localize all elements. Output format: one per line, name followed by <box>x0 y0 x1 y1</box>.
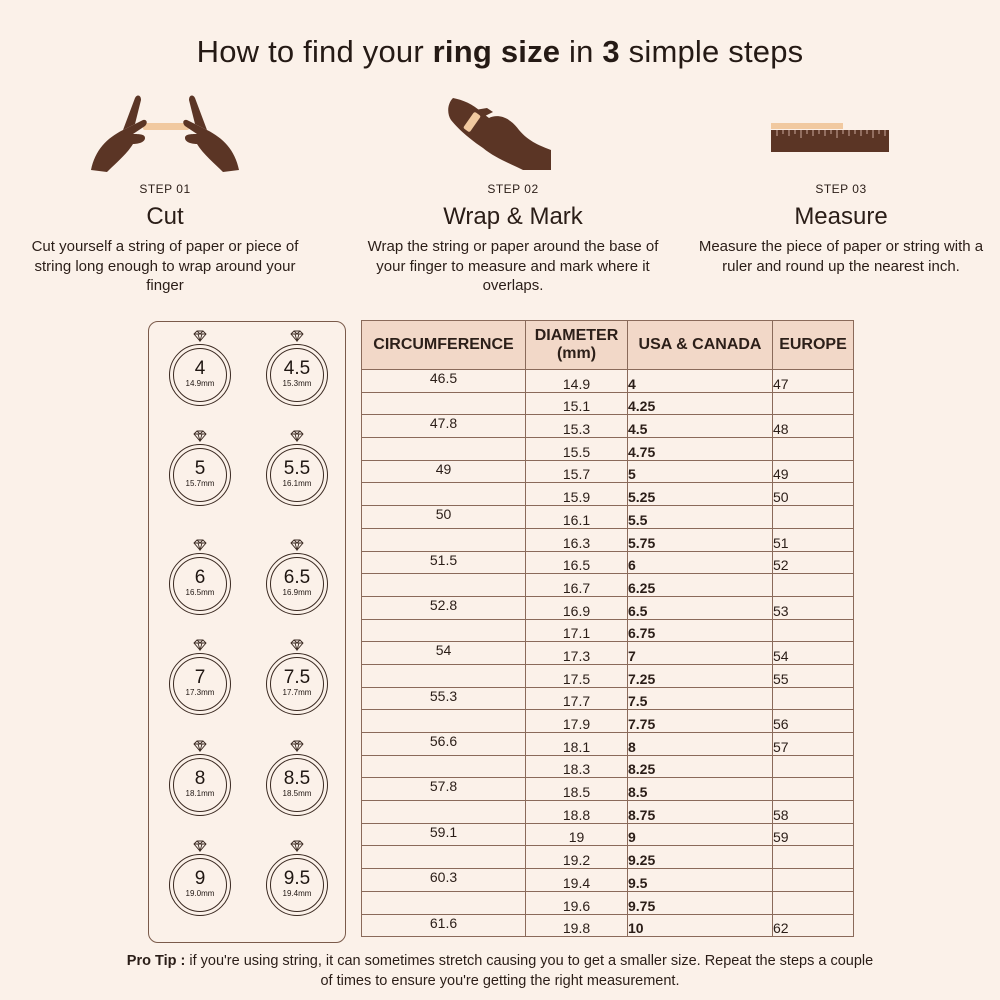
table-row <box>362 710 854 733</box>
cell-circumference: 61.6 <box>362 914 526 937</box>
cell-circumference <box>362 619 526 642</box>
ring-diameter-label: 17.7mm <box>282 688 312 697</box>
cell-circumference: 56.6 <box>362 733 526 756</box>
step-measure <box>691 90 991 276</box>
table-row <box>362 846 854 869</box>
header-diameter: DIAMETER (mm) <box>526 321 628 370</box>
table-row <box>362 596 854 619</box>
cell-circumference: 57.8 <box>362 778 526 801</box>
cell-usa-canada: 5.25 <box>628 483 773 506</box>
cell-usa-canada: 6.25 <box>628 574 773 597</box>
cell-circumference <box>362 528 526 551</box>
ring-size-label: 7.5 <box>283 667 311 688</box>
cell-europe <box>773 392 854 415</box>
cell-diameter: 17.9 <box>526 710 628 733</box>
diamond-icon <box>290 840 304 852</box>
cell-usa-canada: 6 <box>628 551 773 574</box>
ring-size-4 <box>165 330 235 406</box>
step-number: STEP 02 <box>487 182 539 196</box>
cell-europe: 57 <box>773 733 854 756</box>
cell-circumference: 55.3 <box>362 687 526 710</box>
cell-europe: 55 <box>773 664 854 687</box>
cell-circumference <box>362 755 526 778</box>
cell-diameter: 18.1 <box>526 733 628 756</box>
step-description: Wrap the string or paper around the base of your finger to measure and mark where it overlaps. <box>367 238 659 294</box>
diamond-icon <box>193 639 207 651</box>
cell-usa-canada: 4 <box>628 370 773 393</box>
ring-size-table <box>361 320 854 937</box>
step-description: Cut yourself a string of paper or piece of string long enough to wrap around your finger <box>31 238 299 294</box>
cell-europe: 53 <box>773 596 854 619</box>
cell-diameter: 17.3 <box>526 642 628 665</box>
ring-size-5.5 <box>262 430 332 506</box>
table-row <box>362 392 854 415</box>
cell-circumference: 54 <box>362 642 526 665</box>
cell-europe: 48 <box>773 415 854 438</box>
ring-size-label: 5.5 <box>283 458 311 479</box>
cell-europe <box>773 891 854 914</box>
cell-diameter: 16.1 <box>526 506 628 529</box>
ring-diameter-label: 15.3mm <box>282 379 312 388</box>
cell-europe <box>773 687 854 710</box>
cell-europe <box>773 778 854 801</box>
cell-europe: 56 <box>773 710 854 733</box>
table-row <box>362 506 854 529</box>
ruler-icon <box>691 90 991 180</box>
cell-circumference <box>362 801 526 824</box>
cell-europe <box>773 869 854 892</box>
table-row <box>362 551 854 574</box>
diamond-icon <box>290 539 304 551</box>
cell-europe: 62 <box>773 914 854 937</box>
ring-diameter-label: 16.5mm <box>185 588 215 597</box>
cell-circumference <box>362 846 526 869</box>
table-row <box>362 869 854 892</box>
cell-circumference <box>362 710 526 733</box>
cell-europe: 54 <box>773 642 854 665</box>
ring-size-6.5 <box>262 539 332 615</box>
diamond-icon <box>193 539 207 551</box>
table-row <box>362 687 854 710</box>
cell-diameter: 19.8 <box>526 914 628 937</box>
ring-diameter-label: 18.1mm <box>185 789 215 798</box>
table-row <box>362 619 854 642</box>
cell-circumference <box>362 438 526 461</box>
step-name: Cut <box>146 203 184 230</box>
cell-usa-canada: 8.75 <box>628 801 773 824</box>
table-row <box>362 755 854 778</box>
cell-europe <box>773 506 854 529</box>
ring-size-label: 5 <box>194 458 206 479</box>
ring-size-label: 7 <box>194 667 206 688</box>
table-row <box>362 528 854 551</box>
cell-usa-canada: 9 <box>628 823 773 846</box>
header-usa-canada: USA & CANADA <box>628 321 773 370</box>
ring-diameter-label: 18.5mm <box>282 789 312 798</box>
cell-usa-canada: 9.25 <box>628 846 773 869</box>
table-row <box>362 642 854 665</box>
ring-sizer-panel <box>148 321 346 943</box>
step-wrap-mark <box>363 90 663 296</box>
ring-circle <box>169 344 231 406</box>
cell-usa-canada: 10 <box>628 914 773 937</box>
cell-europe <box>773 574 854 597</box>
cell-usa-canada: 5 <box>628 460 773 483</box>
cell-diameter: 16.9 <box>526 596 628 619</box>
cell-circumference <box>362 392 526 415</box>
diamond-icon <box>193 430 207 442</box>
table-row <box>362 370 854 393</box>
ring-diameter-label: 14.9mm <box>185 379 215 388</box>
diamond-icon <box>290 430 304 442</box>
hand-wrap-icon <box>363 90 663 180</box>
table-row <box>362 914 854 937</box>
cell-usa-canada: 7.25 <box>628 664 773 687</box>
step-name: Measure <box>794 203 888 230</box>
ring-circle <box>169 444 231 506</box>
ring-size-label: 9 <box>194 868 206 889</box>
cell-diameter: 19.2 <box>526 846 628 869</box>
ring-size-9 <box>165 840 235 916</box>
cell-europe: 51 <box>773 528 854 551</box>
step-name: Wrap & Mark <box>443 203 583 230</box>
cell-diameter: 14.9 <box>526 370 628 393</box>
table-row <box>362 733 854 756</box>
table-row <box>362 415 854 438</box>
ring-size-8.5 <box>262 740 332 816</box>
cell-usa-canada: 7 <box>628 642 773 665</box>
ring-size-label: 4 <box>194 358 206 379</box>
cell-circumference: 60.3 <box>362 869 526 892</box>
cell-diameter: 15.1 <box>526 392 628 415</box>
cell-diameter: 15.7 <box>526 460 628 483</box>
ring-size-label: 8 <box>194 768 206 789</box>
cell-diameter: 16.3 <box>526 528 628 551</box>
cell-usa-canada: 8 <box>628 733 773 756</box>
cell-diameter: 19 <box>526 823 628 846</box>
cell-europe: 52 <box>773 551 854 574</box>
cell-diameter: 18.3 <box>526 755 628 778</box>
cell-usa-canada: 5.5 <box>628 506 773 529</box>
ring-circle <box>169 854 231 916</box>
pro-tip: Pro Tip : if you're using string, it can sometimes stretch causing you to get a smaller size. Repeat the steps a couple of times to ensure you're getting the right measurement. <box>126 953 874 989</box>
hands-cutting-icon <box>15 90 315 180</box>
diamond-icon <box>290 330 304 342</box>
ring-diameter-label: 19.0mm <box>185 889 215 898</box>
ring-circle <box>169 653 231 715</box>
cell-usa-canada: 6.75 <box>628 619 773 642</box>
cell-usa-canada: 4.5 <box>628 415 773 438</box>
ring-size-6 <box>165 539 235 615</box>
cell-diameter: 16.7 <box>526 574 628 597</box>
table-row <box>362 891 854 914</box>
cell-diameter: 18.8 <box>526 801 628 824</box>
ring-size-9.5 <box>262 840 332 916</box>
cell-circumference: 46.5 <box>362 370 526 393</box>
cell-usa-canada: 4.75 <box>628 438 773 461</box>
cell-diameter: 17.7 <box>526 687 628 710</box>
ring-diameter-label: 19.4mm <box>282 889 312 898</box>
ring-diameter-label: 17.3mm <box>185 688 215 697</box>
cell-usa-canada: 9.75 <box>628 891 773 914</box>
table-row <box>362 483 854 506</box>
ring-circle <box>169 754 231 816</box>
cell-circumference: 59.1 <box>362 823 526 846</box>
ring-size-label: 6 <box>194 567 206 588</box>
ring-diameter-label: 16.1mm <box>282 479 312 488</box>
header-circumference: CIRCUMFERENCE <box>362 321 526 370</box>
table-row <box>362 801 854 824</box>
cell-circumference <box>362 891 526 914</box>
ring-circle <box>266 344 328 406</box>
cell-europe: 49 <box>773 460 854 483</box>
cell-europe: 50 <box>773 483 854 506</box>
cell-diameter: 15.5 <box>526 438 628 461</box>
table-row <box>362 574 854 597</box>
cell-europe <box>773 438 854 461</box>
cell-circumference: 50 <box>362 506 526 529</box>
diamond-icon <box>193 740 207 752</box>
cell-usa-canada: 6.5 <box>628 596 773 619</box>
cell-circumference <box>362 483 526 506</box>
ring-size-7.5 <box>262 639 332 715</box>
cell-circumference: 47.8 <box>362 415 526 438</box>
cell-diameter: 18.5 <box>526 778 628 801</box>
ring-size-4.5 <box>262 330 332 406</box>
cell-circumference: 51.5 <box>362 551 526 574</box>
ring-size-7 <box>165 639 235 715</box>
cell-europe <box>773 846 854 869</box>
cell-diameter: 19.4 <box>526 869 628 892</box>
cell-circumference: 49 <box>362 460 526 483</box>
diamond-icon <box>193 330 207 342</box>
ring-diameter-label: 15.7mm <box>185 479 215 488</box>
cell-diameter: 17.5 <box>526 664 628 687</box>
ring-circle <box>266 553 328 615</box>
header-europe: EUROPE <box>773 321 854 370</box>
page-title: How to find your ring size in 3 simple steps <box>196 34 804 69</box>
table-row <box>362 823 854 846</box>
ring-circle <box>266 444 328 506</box>
cell-europe <box>773 619 854 642</box>
diamond-icon <box>193 840 207 852</box>
ring-circle <box>266 754 328 816</box>
ring-circle <box>266 653 328 715</box>
cell-europe <box>773 755 854 778</box>
cell-diameter: 16.5 <box>526 551 628 574</box>
cell-usa-canada: 5.75 <box>628 528 773 551</box>
ring-size-label: 6.5 <box>283 567 311 588</box>
step-description: Measure the piece of paper or string with a ruler and round up the nearest inch. <box>698 238 984 275</box>
step-number: STEP 03 <box>815 182 867 196</box>
ring-size-8 <box>165 740 235 816</box>
cell-usa-canada: 8.25 <box>628 755 773 778</box>
table-row <box>362 664 854 687</box>
step-number: STEP 01 <box>139 182 191 196</box>
cell-usa-canada: 7.75 <box>628 710 773 733</box>
step-cut <box>15 90 315 296</box>
cell-europe: 59 <box>773 823 854 846</box>
ring-diameter-label: 16.9mm <box>282 588 312 597</box>
table-header-row <box>362 321 854 370</box>
ring-size-5 <box>165 430 235 506</box>
table-row <box>362 438 854 461</box>
cell-circumference: 52.8 <box>362 596 526 619</box>
cell-usa-canada: 4.25 <box>628 392 773 415</box>
cell-usa-canada: 7.5 <box>628 687 773 710</box>
table-row <box>362 778 854 801</box>
ring-size-label: 4.5 <box>283 358 311 379</box>
cell-diameter: 19.6 <box>526 891 628 914</box>
cell-diameter: 15.9 <box>526 483 628 506</box>
ring-circle <box>266 854 328 916</box>
cell-usa-canada: 8.5 <box>628 778 773 801</box>
cell-diameter: 15.3 <box>526 415 628 438</box>
cell-circumference <box>362 574 526 597</box>
cell-circumference <box>362 664 526 687</box>
ring-circle <box>169 553 231 615</box>
cell-usa-canada: 9.5 <box>628 869 773 892</box>
cell-europe: 58 <box>773 801 854 824</box>
diamond-icon <box>290 639 304 651</box>
cell-europe: 47 <box>773 370 854 393</box>
ring-size-label: 8.5 <box>283 768 311 789</box>
ring-size-label: 9.5 <box>283 868 311 889</box>
cell-diameter: 17.1 <box>526 619 628 642</box>
table-row <box>362 460 854 483</box>
diamond-icon <box>290 740 304 752</box>
